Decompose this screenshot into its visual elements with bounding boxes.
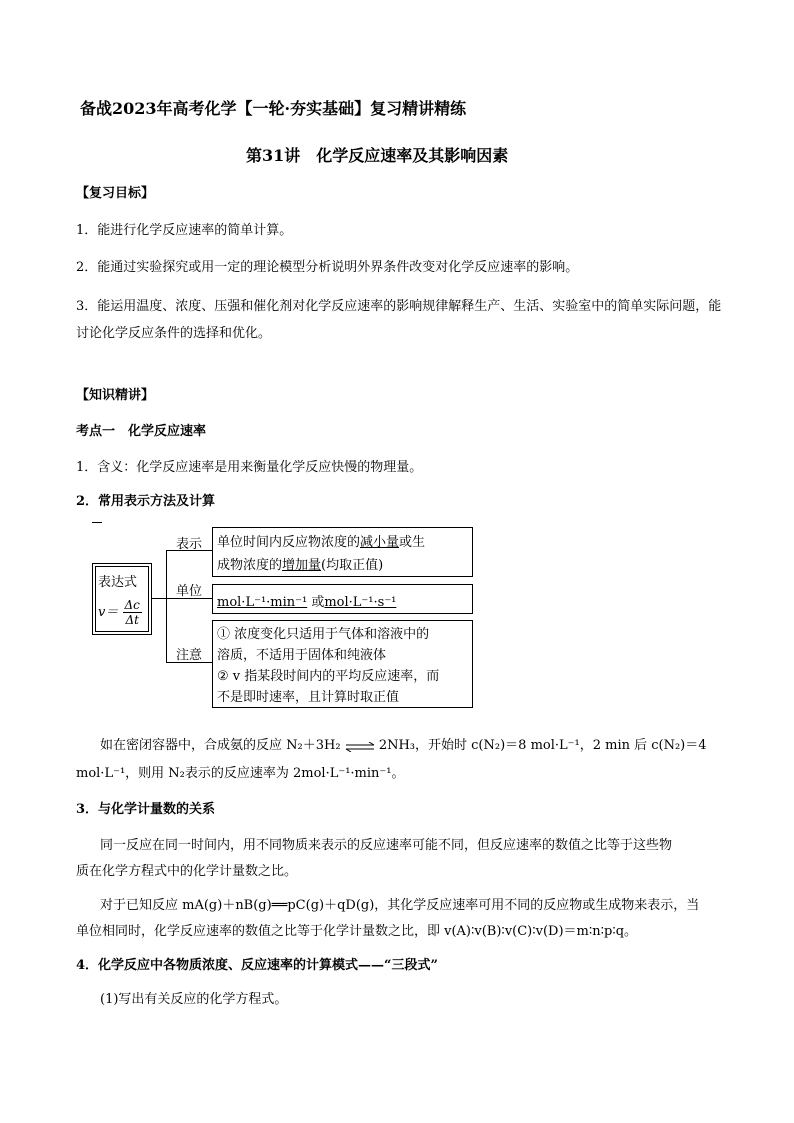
definition-item: 1．含义：化学反应速率是用来衡量化学反应快慢的物理量。 bbox=[76, 460, 423, 475]
unit-or: 或 bbox=[307, 595, 325, 610]
note-line-2: 溶质，不适用于固体和纯液体 bbox=[217, 648, 387, 663]
section-3-title: 3．与化学计量数的关系 bbox=[76, 802, 216, 817]
point-one-title: 考点一 化学反应速率 bbox=[76, 424, 207, 439]
meaning-line-2 bbox=[217, 554, 383, 573]
meaning-text-c: 或生 bbox=[399, 535, 426, 550]
review-goals-heading: 【复习目标】 bbox=[76, 186, 155, 201]
section-3-para-1-line-1: 同一反应在同一时间内，用不同物质来表示的反应速率可能不同，但反应速率的数值之比等于这些物 bbox=[100, 838, 673, 853]
increase-amount: 增加量 bbox=[282, 558, 322, 573]
note-line-3: ② v 指某段时间内的平均反应速率，而 bbox=[217, 669, 440, 684]
section-3-para-2-line-1: 对于已知反应 mA(g)＋nB(g)══pC(g)＋qD(g)，其化学反应速率可用不同的反应物或生成物来表示，当 bbox=[100, 898, 700, 913]
series-title: 备战2023年高考化学【一轮·夯实基础】复习精讲精练 bbox=[80, 99, 467, 118]
formula-numerator: Δc bbox=[124, 598, 140, 612]
knowledge-heading: 【知识精讲】 bbox=[76, 388, 155, 403]
method-title: 2．常用表示方法及计算 bbox=[76, 494, 216, 509]
example-line-1 bbox=[100, 734, 707, 753]
review-goal-3: 3．能运用温度、浓度、压强和催化剂对化学反应速率的影响规律解释生产、生活、实验室中的简单实际问题，能讨论化学反应条件的选择和优化。 bbox=[76, 299, 722, 341]
lecture-title: 第31讲 化学反应速率及其影响因素 bbox=[246, 146, 509, 165]
connector-spine bbox=[166, 550, 167, 662]
unit-per-second: mol·L⁻¹·s⁻¹ bbox=[324, 595, 397, 610]
decrease-amount: 减小量 bbox=[360, 535, 400, 550]
review-goal-2: 2．能通过实验探究或用一定的理论模型分析说明外界条件改变对化学反应速率的影响。 bbox=[76, 260, 579, 275]
meaning-text-e: (均取正值) bbox=[321, 558, 384, 573]
section-4-title: 4．化学反应中各物质浓度、反应速率的计算模式——“三段式” bbox=[76, 958, 439, 973]
section-3-para-1-line-2: 质在化学方程式中的化学计量数之比。 bbox=[76, 864, 298, 879]
formula bbox=[98, 598, 142, 627]
note-line-4: 不是即时速率，且计算时取正值 bbox=[217, 690, 400, 705]
review-goal-1: 1．能进行化学反应速率的简单计算。 bbox=[76, 223, 293, 238]
branch-label-1: 表示 bbox=[176, 537, 203, 552]
connector-stem bbox=[152, 598, 166, 599]
formula-v: v＝ bbox=[98, 605, 119, 620]
unit-per-minute: mol·L⁻¹·min⁻¹ bbox=[217, 595, 308, 610]
meaning-text-a: 单位时间内反应物浓度的 bbox=[217, 535, 361, 550]
meaning-text-d: 成物浓度的 bbox=[217, 558, 283, 573]
branch-label-3: 注意 bbox=[176, 648, 203, 663]
unit-line bbox=[217, 591, 396, 610]
expression-label: 表达式 bbox=[98, 575, 138, 590]
example-line-2: mol·L⁻¹，则用 N₂表示的反应速率为 2mol·L⁻¹·min⁻¹。 bbox=[76, 766, 405, 781]
section-4-step-1: (1)写出有关反应的化学方程式。 bbox=[100, 992, 288, 1007]
example-part-2: 2NH₃，开始时 c(N₂)＝8 mol·L⁻¹，2 min 后 c(N₂)＝4 bbox=[378, 738, 707, 753]
equilibrium-arrow-icon bbox=[345, 741, 375, 751]
section-3-para-2-line-2: 单位相同时，化学反应速率的数值之比等于化学计量数之比，即 v(A)∶v(B)∶v(C)∶v(D)＝m∶n∶p∶q。 bbox=[76, 924, 638, 939]
diagram-mark bbox=[92, 522, 102, 523]
note-line-1: ① 浓度变化只适用于气体和溶液中的 bbox=[217, 627, 430, 642]
branch-label-2: 单位 bbox=[176, 584, 203, 599]
example-part-1: 如在密闭容器中，合成氨的反应 N₂＋3H₂ bbox=[100, 738, 341, 753]
formula-fraction bbox=[123, 598, 142, 627]
formula-denominator: Δt bbox=[125, 613, 139, 627]
meaning-line-1 bbox=[217, 531, 425, 550]
